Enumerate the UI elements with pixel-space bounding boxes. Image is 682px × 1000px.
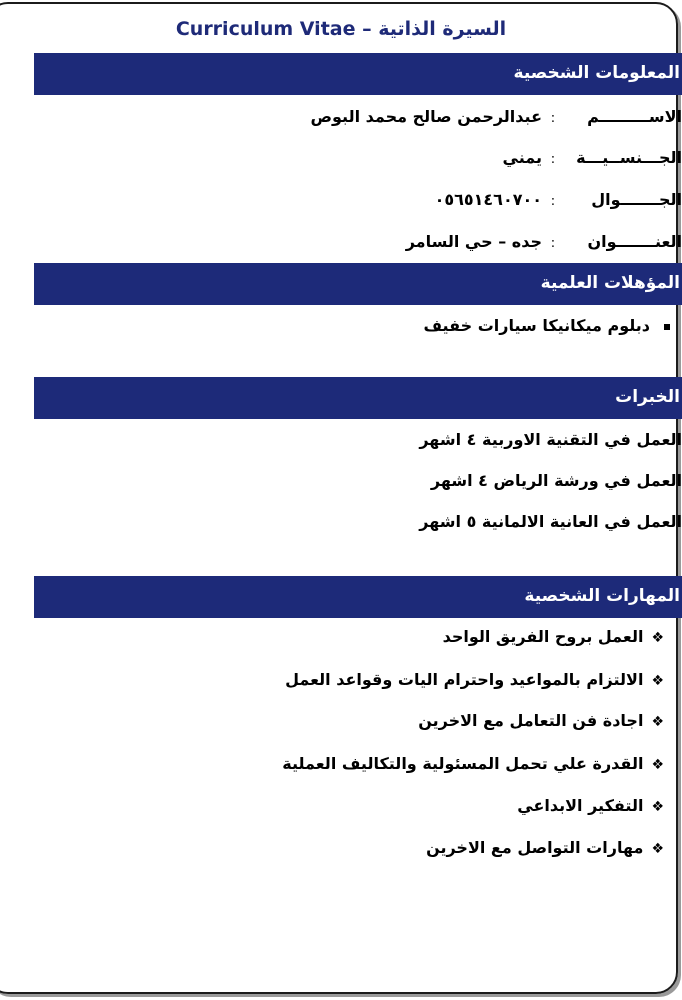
info-separator: : bbox=[550, 194, 556, 209]
info-label: العنـــــــوان bbox=[587, 232, 682, 251]
diamond-bullet-icon: ❖ bbox=[651, 799, 664, 815]
info-separator: : bbox=[550, 152, 556, 167]
info-value: جده – حي السامر bbox=[405, 232, 542, 251]
diamond-bullet-icon: ❖ bbox=[651, 673, 664, 689]
section-experience: الخبرات bbox=[34, 377, 682, 419]
info-row-name bbox=[310, 102, 682, 132]
square-bullet-icon bbox=[664, 324, 670, 330]
diamond-bullet-icon: ❖ bbox=[651, 630, 664, 646]
skill-item bbox=[426, 833, 664, 863]
skill-text: الالتزام بالمواعيد واحترام اليات وقواعد العمل bbox=[285, 670, 644, 689]
skill-text: العمل بروح الفريق الواحد bbox=[442, 627, 644, 646]
skill-text: مهارات التواصل مع الاخرين bbox=[426, 838, 644, 857]
diamond-bullet-icon: ❖ bbox=[651, 714, 664, 730]
section-qualifications: المؤهلات العلمية bbox=[34, 263, 682, 305]
info-value: عبدالرحمن صالح محمد البوص bbox=[310, 107, 542, 126]
cv-title: السيرة الذاتية – Curriculum Vitae bbox=[175, 18, 507, 40]
qualification-item bbox=[424, 311, 671, 341]
experience-item: العمل في العانية الالمانية ٥ اشهر bbox=[419, 512, 682, 531]
info-value: يمني bbox=[502, 148, 542, 167]
skill-item bbox=[418, 706, 664, 736]
qualification-text: دبلوم ميكانيكا سيارات خفيف bbox=[423, 316, 650, 335]
info-label: الجـــــــوال bbox=[591, 190, 682, 209]
skill-item bbox=[443, 622, 664, 652]
skill-item bbox=[517, 791, 664, 821]
info-separator: : bbox=[550, 236, 556, 251]
info-row-address bbox=[406, 227, 682, 257]
skill-text: القدرة علي تحمل المسئولية والتكاليف العملية bbox=[282, 754, 644, 773]
skill-item bbox=[282, 749, 664, 779]
info-label: الاســـــــــم bbox=[587, 107, 682, 126]
info-row-nationality bbox=[503, 143, 682, 173]
section-skills: المهارات الشخصية bbox=[34, 576, 682, 618]
experience-item: العمل في التقنية الاوربية ٤ اشهر bbox=[419, 430, 682, 449]
info-separator: : bbox=[550, 111, 556, 126]
skill-text: اجادة فن التعامل مع الاخرين bbox=[418, 711, 644, 730]
info-label: الجـــنســيـــة bbox=[576, 148, 682, 167]
info-row-mobile bbox=[435, 185, 682, 215]
diamond-bullet-icon: ❖ bbox=[651, 757, 664, 773]
info-value: ٠٥٦٥١٤٦٠٧٠٠ bbox=[434, 190, 542, 209]
skill-text: التفكير الابداعي bbox=[517, 796, 644, 815]
skill-item bbox=[285, 665, 664, 695]
diamond-bullet-icon: ❖ bbox=[651, 841, 664, 857]
experience-item: العمل في ورشة الرياض ٤ اشهر bbox=[430, 471, 682, 490]
section-personal-info: المعلومات الشخصية bbox=[34, 53, 682, 95]
